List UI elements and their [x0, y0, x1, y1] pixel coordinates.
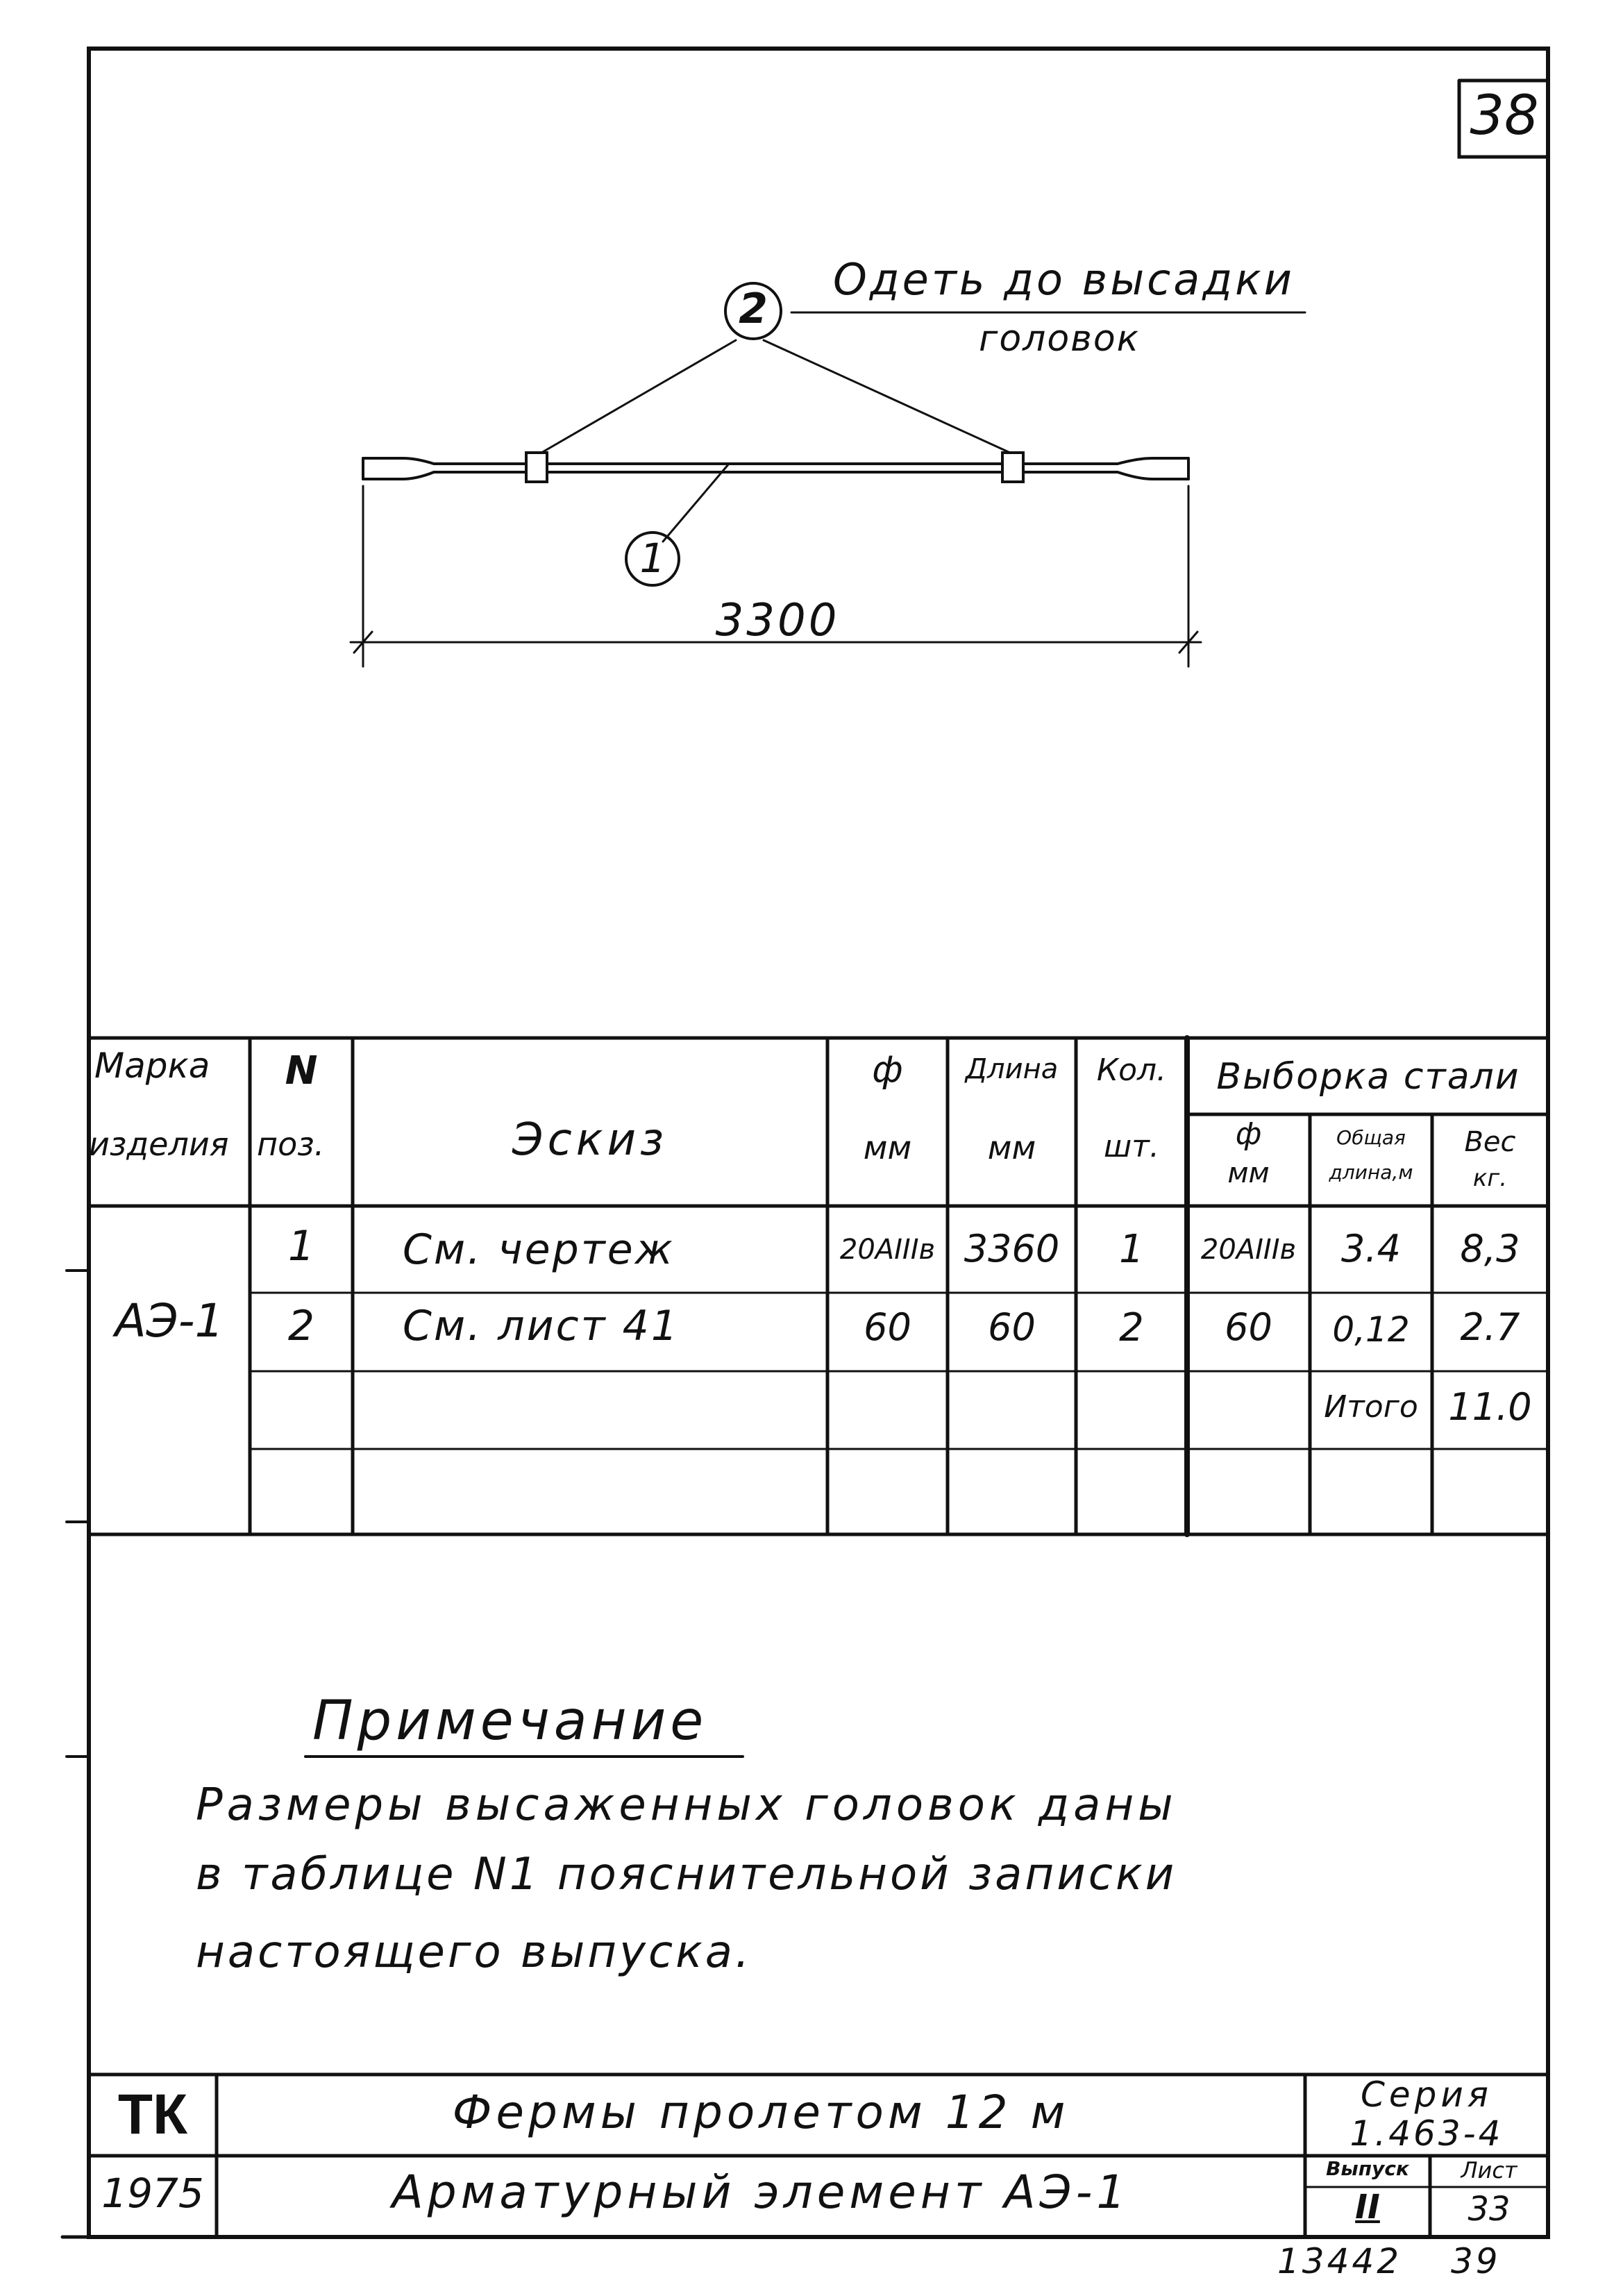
marker-pos-2-label: 2	[739, 285, 768, 333]
row1-total-length: 3.4	[1341, 1227, 1401, 1271]
row2-weight: 2.7	[1460, 1305, 1520, 1349]
org-code: ТК	[117, 2083, 188, 2146]
header-dia-unit: мм	[863, 1129, 912, 1166]
header-steel: Выборка стали	[1216, 1056, 1520, 1098]
row2-qty: 2	[1119, 1305, 1144, 1350]
year: 1975	[101, 2170, 204, 2217]
row1-dia: 20АIIIв	[839, 1234, 936, 1266]
row2-length: 60	[988, 1305, 1036, 1349]
header-dia: ф	[872, 1049, 903, 1091]
note-heading: Примечание	[312, 1690, 708, 1752]
header-weight: Вес	[1464, 1126, 1516, 1158]
drawing-title-2: Арматурный элемент АЭ-1	[392, 2165, 1130, 2219]
header-length-unit: мм	[987, 1129, 1036, 1166]
note-line-2: в таблице N1 пояснительной записки	[196, 1849, 1177, 1900]
note-line-3: настоящего выпуска.	[196, 1927, 752, 1978]
header-mark-2: изделия	[89, 1125, 229, 1163]
footer-page: 39	[1451, 2241, 1501, 2281]
total-value: 11.0	[1448, 1385, 1532, 1429]
series-value: 1.463-4	[1349, 2113, 1504, 2154]
row1-qty: 1	[1119, 1227, 1144, 1272]
header-steel-dia: ф	[1235, 1116, 1262, 1152]
leader-1	[663, 464, 729, 542]
sleeve-note-line1: Одеть до высадки	[833, 254, 1295, 305]
row2-sketch: См. лист 41	[403, 1302, 680, 1350]
series-label: Серия	[1361, 2075, 1492, 2115]
rebar-element	[363, 458, 1188, 479]
sleeve-left	[526, 453, 547, 482]
leader-2-left	[541, 340, 736, 453]
row2-steel-dia: 60	[1225, 1305, 1272, 1349]
row1-pos: 1	[287, 1222, 315, 1271]
header-total-length: Общая	[1336, 1126, 1406, 1149]
sleeve-right	[1002, 453, 1023, 482]
header-total-length-2: длина,м	[1329, 1161, 1413, 1184]
dimension-value: 3300	[715, 595, 840, 646]
row1-length: 3360	[964, 1227, 1060, 1271]
mark-value: АЭ-1	[115, 1294, 224, 1348]
row2-pos: 2	[287, 1302, 315, 1350]
sheet-value: 33	[1468, 2190, 1511, 2229]
row1-steel-dia: 20АIIIв	[1200, 1234, 1297, 1266]
header-length: Длина	[965, 1053, 1059, 1085]
header-mark: Марка	[94, 1046, 210, 1086]
header-steel-dia-unit: мм	[1227, 1157, 1270, 1189]
header-pos-2: поз.	[257, 1125, 325, 1163]
page-number: 38	[1470, 85, 1539, 147]
issue-label: Выпуск	[1326, 2157, 1409, 2180]
row2-dia: 60	[864, 1305, 911, 1349]
drawing-title-1: Фермы пролетом 12 м	[452, 2086, 1070, 2139]
archive-number: 13442	[1277, 2241, 1402, 2281]
row2-total-length: 0,12	[1332, 1309, 1410, 1350]
header-qty-unit: шт.	[1104, 1129, 1159, 1164]
total-label: Итого	[1324, 1389, 1418, 1425]
header-weight-unit: кг.	[1472, 1164, 1508, 1192]
row1-weight: 8,3	[1460, 1227, 1520, 1271]
header-pos: N	[285, 1048, 318, 1093]
sheet-label: Лист	[1461, 2157, 1517, 2184]
issue-value: II	[1355, 2188, 1380, 2227]
row1-sketch: См. чертеж	[403, 1225, 675, 1274]
header-qty: Кол.	[1096, 1053, 1167, 1088]
marker-pos-1-label: 1	[639, 535, 666, 582]
leader-2-right	[764, 340, 1010, 453]
sleeve-note-line2: головок	[979, 318, 1141, 360]
header-sketch: Эскиз	[512, 1114, 668, 1166]
note-line-1: Размеры высаженных головок даны	[196, 1779, 1177, 1831]
